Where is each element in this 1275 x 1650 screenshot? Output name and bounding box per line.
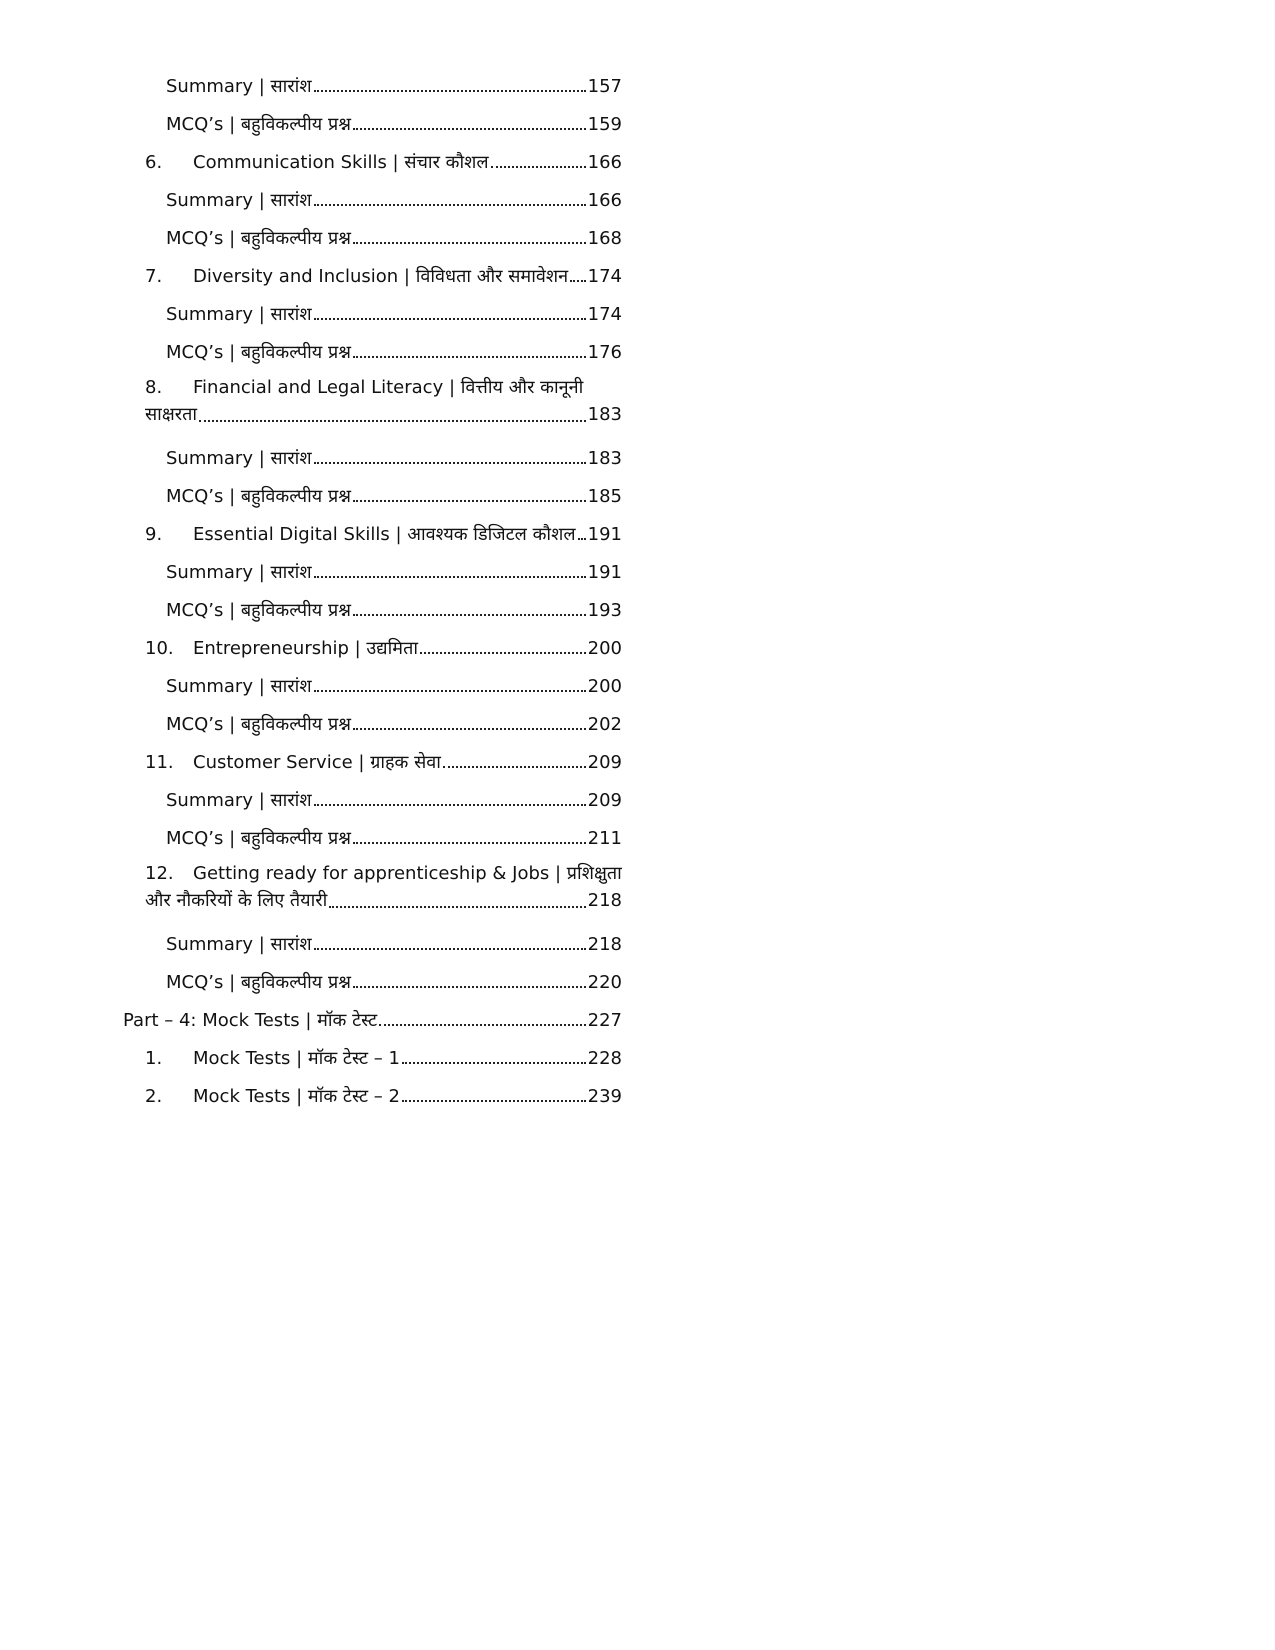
toc-entry-title-continued: और नौकरियों के लिए तैयारी <box>145 890 328 911</box>
toc-entry-summary <box>166 182 622 212</box>
toc-entry-title: Customer Service | ग्राहक सेवा <box>193 752 441 773</box>
leader-dots <box>353 728 586 730</box>
toc-entry-title: Summary | सारांश <box>166 934 312 955</box>
toc-entry-title: Essential Digital Skills | आवश्यक डिजिटल कौशल <box>193 524 576 545</box>
toc-entry-title: Communication Skills | संचार कौशल <box>193 152 489 173</box>
leader-dots <box>314 804 586 806</box>
toc-entry-page: 200 <box>587 676 622 697</box>
leader-dots <box>314 948 586 950</box>
toc-entry-page: 191 <box>587 524 622 545</box>
toc-entry-title: MCQ’s | बहुविकल्पीय प्रश्न <box>166 342 351 363</box>
leader-dots <box>491 166 586 168</box>
toc-chapter-number: 6. <box>145 152 163 173</box>
toc-entry-title: MCQ’s | बहुविकल्पीय प्रश्न <box>166 486 351 507</box>
toc-entry-mcq <box>166 592 622 622</box>
toc-chapter-number: 11. <box>145 752 174 773</box>
toc-chapter-11 <box>145 744 622 774</box>
toc-entry-mcq <box>166 964 622 994</box>
toc-entry-mcq <box>166 220 622 250</box>
toc-entry-page: 218 <box>587 890 622 911</box>
leader-dots <box>329 906 585 908</box>
toc-entry-page: 227 <box>587 1010 622 1031</box>
leader-dots <box>353 500 586 502</box>
toc-entry-title: Financial and Legal Literacy | वित्तीय और कानूनी <box>193 377 584 398</box>
toc-entry-page: 174 <box>587 266 622 287</box>
leader-dots <box>353 356 586 358</box>
toc-entry-page: 185 <box>587 486 622 507</box>
toc-entry-title: Summary | सारांश <box>166 448 312 469</box>
toc-mock-test-1 <box>145 1040 622 1070</box>
toc-entry-page: 191 <box>587 562 622 583</box>
toc-entry-title: Summary | सारांश <box>166 190 312 211</box>
toc-entry-title: Summary | सारांश <box>166 304 312 325</box>
toc-entry-summary <box>166 440 622 470</box>
toc-entry-page: 157 <box>587 76 622 97</box>
toc-entry-page: 228 <box>587 1048 622 1069</box>
leader-dots <box>314 318 586 320</box>
toc-entry-title: Mock Tests | मॉक टेस्ट – 2 <box>193 1086 400 1107</box>
toc-entry-page: 239 <box>587 1086 622 1107</box>
leader-dots <box>353 614 586 616</box>
toc-entry-summary <box>166 668 622 698</box>
leader-dots <box>314 204 586 206</box>
toc-chapter-7 <box>145 258 622 288</box>
toc-entry-title: MCQ’s | बहुविकल्पीय प्रश्न <box>166 714 351 735</box>
toc-entry-mcq <box>166 334 622 364</box>
toc-chapter-number: 10. <box>145 638 174 659</box>
toc-entry-page: 183 <box>587 448 622 469</box>
leader-dots <box>314 462 586 464</box>
toc-entry-page: 209 <box>587 752 622 773</box>
leader-dots <box>353 128 586 130</box>
toc-entry-page: 211 <box>587 828 622 849</box>
leader-dots <box>314 690 586 692</box>
toc-entry-title: Diversity and Inclusion | विविधता और समावेशन <box>193 266 569 287</box>
toc-entry-title: Summary | सारांश <box>166 790 312 811</box>
toc-entry-title: MCQ’s | बहुविकल्पीय प्रश्न <box>166 228 351 249</box>
toc-entry-page: 166 <box>587 152 622 173</box>
leader-dots <box>420 652 586 654</box>
toc-entry-summary <box>166 296 622 326</box>
toc-chapter-number: 9. <box>145 524 163 545</box>
toc-chapter-9 <box>145 516 622 546</box>
leader-dots <box>402 1100 586 1102</box>
leader-dots <box>353 842 586 844</box>
toc-entry-summary <box>166 782 622 812</box>
toc-chapter-8 <box>145 374 622 428</box>
toc-entry-title: Part – 4: Mock Tests | मॉक टेस्ट <box>123 1010 378 1031</box>
toc-entry-page: 174 <box>587 304 622 325</box>
toc-chapter-number: 1. <box>145 1048 163 1069</box>
toc-chapter-number: 7. <box>145 266 163 287</box>
leader-dots <box>443 766 586 768</box>
toc-entry-page: 159 <box>587 114 622 135</box>
toc-entry-title: Summary | सारांश <box>166 676 312 697</box>
toc-entry-title-continued: साक्षरता <box>145 404 198 425</box>
toc-chapter-10 <box>145 630 622 660</box>
toc-entry-page: 202 <box>587 714 622 735</box>
toc-entry-page: 200 <box>587 638 622 659</box>
toc-chapter-number: 2. <box>145 1086 163 1107</box>
toc-entry-page: 193 <box>587 600 622 621</box>
toc-entry-title: Summary | सारांश <box>166 562 312 583</box>
toc-chapter-12 <box>145 860 622 914</box>
toc-entry-summary <box>166 554 622 584</box>
toc-entry-page: 166 <box>587 190 622 211</box>
toc-entry-page: 220 <box>587 972 622 993</box>
toc-chapter-number: 12. <box>145 863 174 884</box>
toc-entry-title: Mock Tests | मॉक टेस्ट – 1 <box>193 1048 400 1069</box>
leader-dots <box>578 538 586 540</box>
toc-entry-title: MCQ’s | बहुविकल्पीय प्रश्न <box>166 114 351 135</box>
toc-entry-mcq <box>166 820 622 850</box>
toc-mock-test-2 <box>145 1078 622 1108</box>
toc-part-4 <box>123 1002 622 1032</box>
toc-entry-title: MCQ’s | बहुविकल्पीय प्रश्न <box>166 828 351 849</box>
toc-entry-summary <box>166 926 622 956</box>
toc-entry-mcq <box>166 106 622 136</box>
leader-dots <box>353 242 586 244</box>
toc-entry-title: MCQ’s | बहुविकल्पीय प्रश्न <box>166 972 351 993</box>
toc-chapter-6 <box>145 144 622 174</box>
leader-dots <box>379 1024 585 1026</box>
toc-chapter-number: 8. <box>145 377 163 398</box>
leader-dots <box>570 280 586 282</box>
toc-entry-summary <box>166 68 622 98</box>
toc-entry-mcq <box>166 706 622 736</box>
toc-entry-title: Entrepreneurship | उद्यमिता <box>193 638 418 659</box>
toc-entry-page: 209 <box>587 790 622 811</box>
toc-entry-page: 176 <box>587 342 622 363</box>
leader-dots <box>353 986 586 988</box>
toc-entry-page: 218 <box>587 934 622 955</box>
leader-dots <box>314 576 586 578</box>
toc-entry-title: Summary | सारांश <box>166 76 312 97</box>
toc-entry-title: MCQ’s | बहुविकल्पीय प्रश्न <box>166 600 351 621</box>
leader-dots <box>199 420 586 422</box>
toc-entry-page: 183 <box>587 404 622 425</box>
leader-dots <box>402 1062 586 1064</box>
toc-entry-mcq <box>166 478 622 508</box>
toc-entry-title: Getting ready for apprenticeship & Jobs | प्रशिक्षुता <box>193 863 622 884</box>
leader-dots <box>314 90 586 92</box>
toc-entry-page: 168 <box>587 228 622 249</box>
